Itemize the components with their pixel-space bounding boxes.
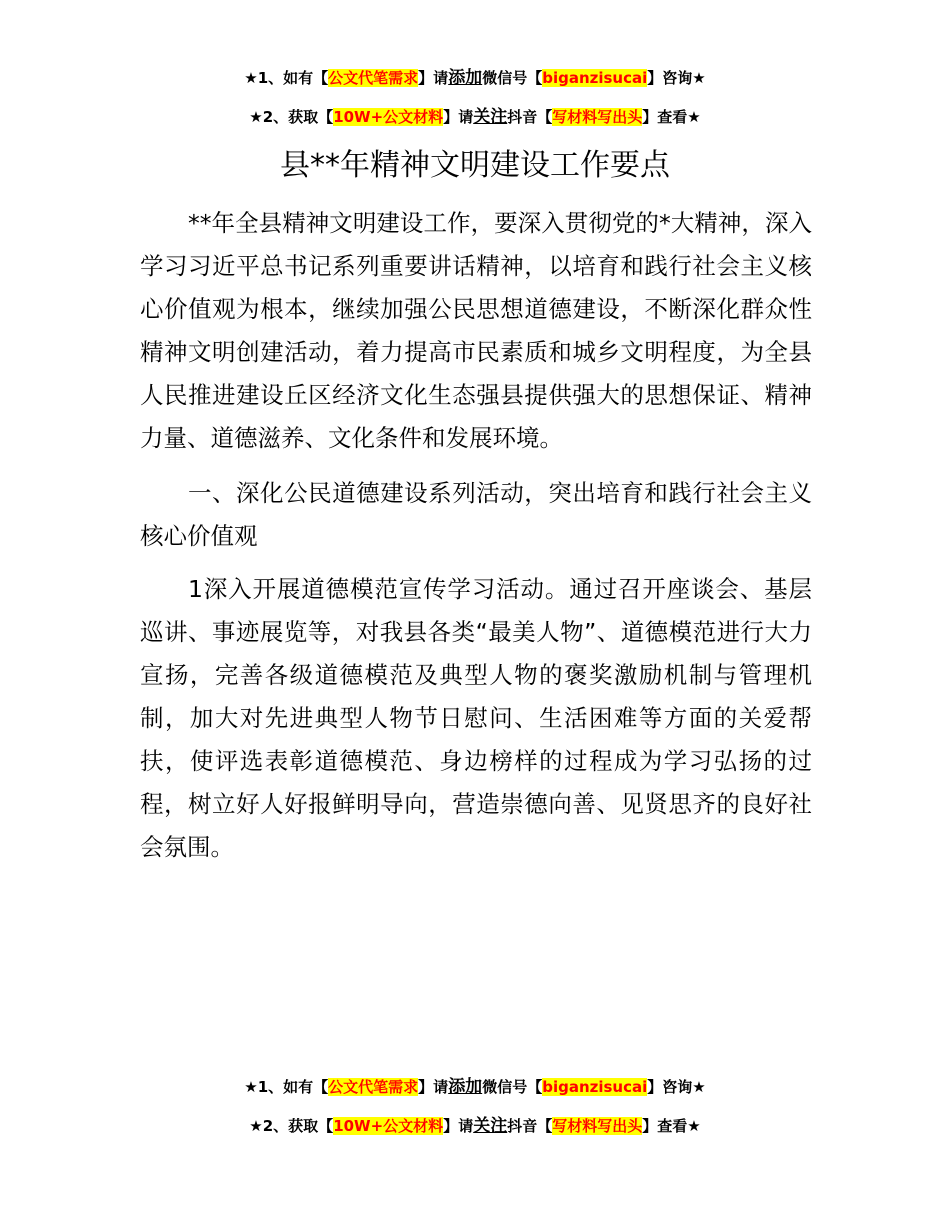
promo-underline: 关注: [473, 107, 508, 127]
promo-text: 微信号【: [482, 1078, 543, 1096]
promo-text: ★1、如有【: [244, 1078, 329, 1096]
douyin-highlight: 写材料写出头: [552, 108, 643, 126]
promo-text: ★1、如有【: [244, 69, 329, 87]
header-promo-line-2: [0, 107, 950, 127]
promo-text: 抖音【: [507, 108, 553, 126]
promo-text: 】请: [443, 108, 474, 126]
douyin-highlight: 写材料写出头: [552, 1117, 643, 1135]
promo-text: 抖音【: [507, 1117, 553, 1135]
promo-underline: 关注: [473, 1116, 508, 1136]
promo-text: 】咨询★: [647, 1078, 706, 1096]
promo-text: 】咨询★: [647, 69, 706, 87]
promo-text: 微信号【: [482, 69, 543, 87]
footer-promo-line-1: [0, 1077, 950, 1097]
wechat-id-highlight: biganzisucai: [542, 1078, 648, 1096]
promo-text: ★2、获取【: [249, 1117, 334, 1135]
promo-highlight: 公文代笔需求: [328, 69, 419, 87]
promo-highlight: 10W+公文材料: [333, 1117, 444, 1135]
promo-text: 】请: [418, 69, 449, 87]
promo-highlight: 公文代笔需求: [328, 1078, 419, 1096]
footer-promo-line-2: [0, 1116, 950, 1136]
section-heading-1: 一、深化公民道德建设系列活动，突出培育和践行社会主义核心价值观: [140, 479, 812, 550]
promo-underline: 添加: [448, 1077, 483, 1097]
document-title: 县**年精神文明建设工作要点: [280, 148, 670, 183]
promo-text: 】查看★: [642, 1117, 701, 1135]
body-paragraph-2: 1深入开展道德模范宣传学习活动。通过召开座谈会、基层巡讲、事迹展览等，对我县各类“最美人物”、道德模范进行大力宣扬，完善各级道德模范及典型人物的褒奖激励机制与管理机制，加大对先进典型人物节日慰问、生活困难等方面的关爱帮扶，使评选表彰道德模范、身边榜样的过程成为学习弘扬的过程，树立好人好报鲜明导向，营造崇德向善、见贤思齐的良好社会氛围。: [140, 575, 812, 861]
promo-text: 】查看★: [642, 108, 701, 126]
promo-highlight: 10W+公文材料: [333, 108, 444, 126]
header-promo-line-1: [0, 68, 950, 88]
promo-text: 】请: [418, 1078, 449, 1096]
promo-underline: 添加: [448, 68, 483, 88]
wechat-id-highlight: biganzisucai: [542, 69, 648, 87]
body-paragraph-1: **年全县精神文明建设工作，要深入贯彻党的*大精神，深入学习习近平总书记系列重要讲话精神，以培育和践行社会主义核心价值观为根本，继续加强公民思想道德建设，不断深化群众性精神文明创建活动，着力提高市民素质和城乡文明程度，为全县人民推进建设丘区经济文化生态强县提供强大的思想保证、精神力量、道德滋养、文化条件和发展环境。: [140, 209, 812, 452]
promo-text: 】请: [443, 1117, 474, 1135]
promo-text: ★2、获取【: [249, 108, 334, 126]
